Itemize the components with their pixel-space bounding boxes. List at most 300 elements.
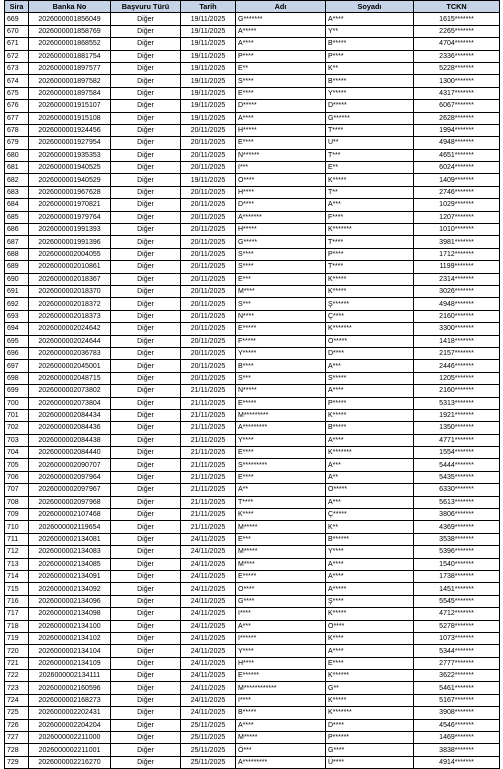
table-row [5,87,500,99]
cell-tarih: 24/11/2025 [181,620,236,632]
table-row [5,694,500,706]
cell-banka-no: 2026000002084436 [29,422,111,434]
cell-sira: 691 [5,285,29,297]
cell-banka-no: 2026000001967628 [29,186,111,198]
table-row [5,471,500,483]
cell-soyadi: F**** [326,211,414,223]
cell-banka-no: 2026000002134081 [29,533,111,545]
cell-soyadi: K******* [326,323,414,335]
cell-adi: E**** [236,447,326,459]
cell-basvuru-turu: Diğer [111,347,181,359]
cell-tarih: 21/11/2025 [181,422,236,434]
table-row [5,558,500,570]
table-row [5,310,500,322]
cell-adi: E***** [236,570,326,582]
cell-tarih: 20/11/2025 [181,285,236,297]
cell-sira: 704 [5,447,29,459]
table-row [5,632,500,644]
cell-banka-no: 2026000001924456 [29,124,111,136]
table-row [5,38,500,50]
cell-soyadi: A**** [326,558,414,570]
cell-banka-no: 2026000002211001 [29,744,111,756]
cell-banka-no: 2026000002004055 [29,248,111,260]
cell-tarih: 19/11/2025 [181,100,236,112]
cell-tckn: 5461******* [414,682,500,694]
cell-banka-no: 2026000002018367 [29,273,111,285]
cell-adi: A**** [236,38,326,50]
table-row [5,434,500,446]
cell-basvuru-turu: Diğer [111,657,181,669]
cell-tckn: 2628******* [414,112,500,124]
cell-basvuru-turu: Diğer [111,496,181,508]
cell-tckn: 4546******* [414,719,500,731]
cell-tckn: 4317******* [414,87,500,99]
cell-tckn: 1451******* [414,583,500,595]
cell-tckn: 6330******* [414,484,500,496]
cell-tckn: 1409******* [414,174,500,186]
cell-basvuru-turu: Diğer [111,25,181,37]
table-row [5,670,500,682]
cell-adi: M************ [236,682,326,694]
table-row [5,75,500,87]
cell-sira: 729 [5,756,29,768]
cell-basvuru-turu: Diğer [111,509,181,521]
cell-adi: G***** [236,236,326,248]
table-row [5,186,500,198]
cell-tarih: 21/11/2025 [181,447,236,459]
cell-basvuru-turu: Diğer [111,546,181,558]
cell-banka-no: 2026000002134109 [29,657,111,669]
cell-banka-no: 2026000002134096 [29,595,111,607]
cell-soyadi: A*** [326,360,414,372]
cell-soyadi: Y** [326,25,414,37]
cell-sira: 701 [5,409,29,421]
cell-tarih: 24/11/2025 [181,583,236,595]
cell-tarih: 24/11/2025 [181,670,236,682]
records-table [4,0,500,769]
cell-banka-no: 2026000002134085 [29,558,111,570]
cell-soyadi: K**** [326,632,414,644]
table-row [5,137,500,149]
table-row [5,583,500,595]
cell-tckn: 4369******* [414,521,500,533]
cell-soyadi: A**** [326,570,414,582]
cell-adi: Y**** [236,434,326,446]
cell-tckn: 1205******* [414,372,500,384]
cell-tckn: 4712******* [414,608,500,620]
cell-sira: 710 [5,521,29,533]
cell-adi: A** [236,484,326,496]
cell-sira: 705 [5,459,29,471]
cell-soyadi: K******* [326,224,414,236]
cell-basvuru-turu: Diğer [111,583,181,595]
cell-basvuru-turu: Diğer [111,632,181,644]
cell-soyadi: A**** [326,13,414,25]
cell-banka-no: 2026000002018370 [29,285,111,297]
cell-adi: A*** [236,620,326,632]
cell-sira: 712 [5,546,29,558]
cell-basvuru-turu: Diğer [111,719,181,731]
cell-tckn: 4914******* [414,756,500,768]
cell-adi: K**** [236,509,326,521]
table-row [5,732,500,744]
cell-tckn: 2160******* [414,385,500,397]
cell-adi: H**** [236,657,326,669]
cell-tarih: 20/11/2025 [181,310,236,322]
cell-tckn: 1615******* [414,13,500,25]
cell-adi: Ö*** [236,744,326,756]
cell-soyadi: B***** [326,38,414,50]
cell-adi: I****** [236,632,326,644]
cell-sira: 670 [5,25,29,37]
cell-tarih: 24/11/2025 [181,533,236,545]
cell-adi: E*** [236,533,326,545]
cell-soyadi: B***** [326,75,414,87]
cell-banka-no: 2026000002018372 [29,298,111,310]
cell-soyadi: Y***** [326,87,414,99]
cell-adi: M***** [236,546,326,558]
table-row [5,100,500,112]
header-row [5,1,500,13]
cell-basvuru-turu: Diğer [111,87,181,99]
header-adi: Adı [236,1,326,13]
table-row [5,261,500,273]
cell-tckn: 5613******* [414,496,500,508]
cell-soyadi: Ç**** [326,310,414,322]
cell-tarih: 24/11/2025 [181,546,236,558]
cell-sira: 719 [5,632,29,644]
cell-adi: I*** [236,162,326,174]
cell-soyadi: D**** [326,347,414,359]
cell-tarih: 20/11/2025 [181,248,236,260]
cell-sira: 708 [5,496,29,508]
cell-soyadi: Ş**** [326,595,414,607]
cell-basvuru-turu: Diğer [111,38,181,50]
cell-tckn: 2777******* [414,657,500,669]
cell-tarih: 21/11/2025 [181,471,236,483]
cell-soyadi: P****** [326,732,414,744]
cell-tckn: 2265******* [414,25,500,37]
cell-soyadi: Ü**** [326,756,414,768]
table-row [5,595,500,607]
cell-tckn: 3806******* [414,509,500,521]
cell-sira: 676 [5,100,29,112]
cell-tarih: 25/11/2025 [181,756,236,768]
cell-adi: A***** [236,25,326,37]
cell-sira: 686 [5,224,29,236]
cell-adi: S*** [236,298,326,310]
header-basvuru-turu: Başvuru Türü [111,1,181,13]
cell-soyadi: E** [326,162,414,174]
cell-tckn: 2157******* [414,347,500,359]
table-row [5,570,500,582]
cell-basvuru-turu: Diğer [111,186,181,198]
table-row [5,496,500,508]
cell-sira: 689 [5,261,29,273]
cell-tarih: 20/11/2025 [181,298,236,310]
cell-banka-no: 2026000001970821 [29,199,111,211]
cell-adi: G**** [236,595,326,607]
cell-banka-no: 2026000002134104 [29,645,111,657]
cell-soyadi: A**** [326,645,414,657]
cell-tarih: 21/11/2025 [181,509,236,521]
cell-sira: 699 [5,385,29,397]
cell-sira: 672 [5,50,29,62]
cell-basvuru-turu: Diğer [111,261,181,273]
cell-basvuru-turu: Diğer [111,13,181,25]
cell-adi: S**** [236,261,326,273]
cell-basvuru-turu: Diğer [111,756,181,768]
cell-sira: 700 [5,397,29,409]
cell-sira: 711 [5,533,29,545]
cell-adi: B***** [236,707,326,719]
cell-banka-no: 2026000002048715 [29,372,111,384]
cell-basvuru-turu: Diğer [111,310,181,322]
cell-tarih: 24/11/2025 [181,645,236,657]
cell-soyadi: A**** [326,434,414,446]
cell-sira: 694 [5,323,29,335]
cell-adi: D**** [236,199,326,211]
table-row [5,335,500,347]
cell-adi: F***** [236,335,326,347]
cell-banka-no: 2026000002097968 [29,496,111,508]
table-row [5,298,500,310]
table-row [5,620,500,632]
cell-banka-no: 2026000002134098 [29,608,111,620]
cell-tckn: 1540******* [414,558,500,570]
cell-adi: M**** [236,558,326,570]
cell-banka-no: 2026000001856049 [29,13,111,25]
cell-sira: 671 [5,38,29,50]
cell-basvuru-turu: Diğer [111,62,181,74]
cell-banka-no: 2026000002134091 [29,570,111,582]
cell-tarih: 24/11/2025 [181,682,236,694]
cell-banka-no: 2026000001940525 [29,162,111,174]
cell-soyadi: G**** [326,744,414,756]
cell-banka-no: 2026000002084440 [29,447,111,459]
cell-tarih: 21/11/2025 [181,434,236,446]
table-row [5,645,500,657]
table-row [5,422,500,434]
cell-basvuru-turu: Diğer [111,595,181,607]
table-row [5,285,500,297]
table-row [5,149,500,161]
cell-soyadi: Ş****** [326,298,414,310]
table-row [5,546,500,558]
cell-adi: H***** [236,124,326,136]
cell-sira: 727 [5,732,29,744]
table-row [5,459,500,471]
cell-tarih: 24/11/2025 [181,570,236,582]
cell-tarih: 20/11/2025 [181,162,236,174]
cell-sira: 675 [5,87,29,99]
cell-sira: 669 [5,13,29,25]
cell-tckn: 1469******* [414,732,500,744]
cell-adi: P**** [236,50,326,62]
cell-tarih: 21/11/2025 [181,385,236,397]
cell-tarih: 19/11/2025 [181,50,236,62]
cell-soyadi: K** [326,521,414,533]
cell-sira: 679 [5,137,29,149]
cell-soyadi: B***** [326,422,414,434]
cell-tckn: 3622******* [414,670,500,682]
cell-sira: 717 [5,608,29,620]
cell-adi: M********* [236,409,326,421]
table-row [5,124,500,136]
cell-adi: E***** [236,397,326,409]
table-row [5,719,500,731]
cell-basvuru-turu: Diğer [111,447,181,459]
cell-tarih: 24/11/2025 [181,632,236,644]
cell-basvuru-turu: Diğer [111,682,181,694]
cell-adi: M***** [236,732,326,744]
cell-basvuru-turu: Diğer [111,199,181,211]
cell-adi: H***** [236,224,326,236]
cell-sira: 714 [5,570,29,582]
cell-tarih: 21/11/2025 [181,397,236,409]
cell-basvuru-turu: Diğer [111,484,181,496]
cell-banka-no: 2026000002018373 [29,310,111,322]
cell-banka-no: 2026000002134102 [29,632,111,644]
cell-tarih: 20/11/2025 [181,199,236,211]
cell-tarih: 19/11/2025 [181,174,236,186]
cell-tckn: 1994******* [414,124,500,136]
cell-tckn: 3981******* [414,236,500,248]
cell-soyadi: A**** [326,385,414,397]
cell-adi: G******* [236,13,326,25]
cell-adi: O**** [236,583,326,595]
table-row [5,174,500,186]
cell-soyadi: P***** [326,397,414,409]
cell-adi: A********* [236,422,326,434]
cell-basvuru-turu: Diğer [111,335,181,347]
cell-tarih: 20/11/2025 [181,224,236,236]
cell-tarih: 24/11/2025 [181,558,236,570]
cell-tckn: 1350******* [414,422,500,434]
table-row [5,50,500,62]
cell-tarih: 20/11/2025 [181,261,236,273]
cell-tckn: 6067******* [414,100,500,112]
cell-banka-no: 2026000001979764 [29,211,111,223]
cell-sira: 716 [5,595,29,607]
cell-tarih: 20/11/2025 [181,372,236,384]
cell-sira: 690 [5,273,29,285]
cell-soyadi: K***** [326,694,414,706]
cell-tarih: 19/11/2025 [181,38,236,50]
cell-sira: 684 [5,199,29,211]
cell-tarih: 20/11/2025 [181,323,236,335]
table-row [5,744,500,756]
table-row [5,707,500,719]
cell-banka-no: 2026000001935353 [29,149,111,161]
cell-soyadi: D***** [326,100,414,112]
cell-adi: N**** [236,310,326,322]
cell-banka-no: 2026000002134092 [29,583,111,595]
cell-sira: 674 [5,75,29,87]
cell-adi: E*** [236,273,326,285]
cell-soyadi: T**** [326,124,414,136]
cell-banka-no: 2026000002119654 [29,521,111,533]
cell-sira: 677 [5,112,29,124]
cell-basvuru-turu: Diğer [111,521,181,533]
cell-tckn: 5396******* [414,546,500,558]
table-row [5,211,500,223]
table-row [5,447,500,459]
cell-tckn: 3300******* [414,323,500,335]
cell-tarih: 21/11/2025 [181,459,236,471]
cell-soyadi: T*** [326,149,414,161]
cell-adi: E**** [236,87,326,99]
cell-tckn: 3538******* [414,533,500,545]
cell-banka-no: 2026000002073802 [29,385,111,397]
cell-sira: 725 [5,707,29,719]
table-row [5,236,500,248]
cell-banka-no: 2026000001897577 [29,62,111,74]
cell-soyadi: G****** [326,112,414,124]
cell-tarih: 24/11/2025 [181,657,236,669]
cell-tarih: 19/11/2025 [181,75,236,87]
cell-tarih: 21/11/2025 [181,409,236,421]
cell-tarih: 21/11/2025 [181,484,236,496]
cell-sira: 688 [5,248,29,260]
cell-tarih: 19/11/2025 [181,25,236,37]
cell-tckn: 4771******* [414,434,500,446]
cell-basvuru-turu: Diğer [111,471,181,483]
cell-soyadi: T**** [326,261,414,273]
cell-tckn: 5435******* [414,471,500,483]
table-row [5,509,500,521]
cell-soyadi: T**** [326,236,414,248]
cell-soyadi: A*** [326,459,414,471]
table-row [5,409,500,421]
cell-tckn: 2314******* [414,273,500,285]
cell-tckn: 2336******* [414,50,500,62]
cell-soyadi: E**** [326,657,414,669]
cell-basvuru-turu: Diğer [111,273,181,285]
cell-basvuru-turu: Diğer [111,248,181,260]
cell-sira: 721 [5,657,29,669]
cell-basvuru-turu: Diğer [111,422,181,434]
cell-banka-no: 2026000002134111 [29,670,111,682]
cell-tarih: 24/11/2025 [181,595,236,607]
cell-tarih: 24/11/2025 [181,608,236,620]
cell-soyadi: K***** [326,409,414,421]
cell-sira: 724 [5,694,29,706]
cell-banka-no: 2026000002097967 [29,484,111,496]
cell-tckn: 1300******* [414,75,500,87]
cell-soyadi: Ç***** [326,509,414,521]
cell-sira: 683 [5,186,29,198]
cell-basvuru-turu: Diğer [111,397,181,409]
cell-tarih: 20/11/2025 [181,236,236,248]
cell-banka-no: 2026000001897584 [29,87,111,99]
cell-tckn: 1738******* [414,570,500,582]
cell-basvuru-turu: Diğer [111,434,181,446]
cell-banka-no: 2026000002036783 [29,347,111,359]
cell-soyadi: K** [326,62,414,74]
cell-soyadi: K***** [326,273,414,285]
cell-sira: 726 [5,719,29,731]
cell-adi: O**** [236,174,326,186]
cell-tckn: 5167******* [414,694,500,706]
cell-basvuru-turu: Diğer [111,75,181,87]
cell-basvuru-turu: Diğer [111,385,181,397]
cell-banka-no: 2026000001881754 [29,50,111,62]
table-row [5,248,500,260]
cell-basvuru-turu: Diğer [111,323,181,335]
cell-tckn: 4704******* [414,38,500,50]
cell-tckn: 2160******* [414,310,500,322]
